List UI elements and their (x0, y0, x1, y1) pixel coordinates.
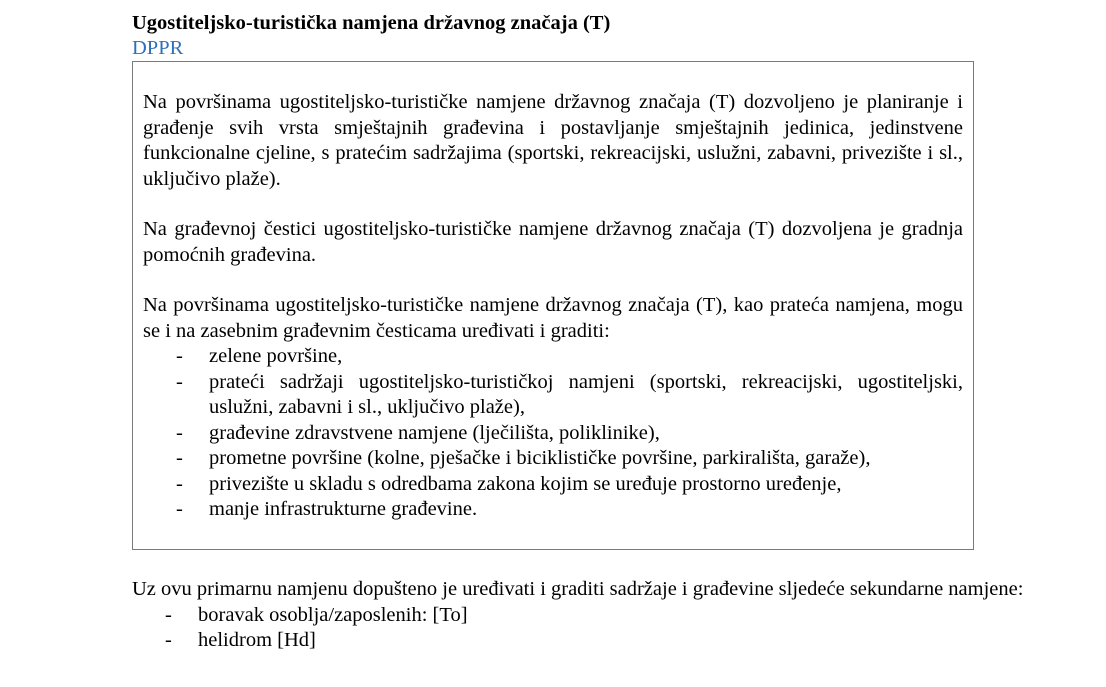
list-item (143, 421, 963, 447)
dash-bullet: - (176, 498, 183, 520)
list-item-text: boravak osoblja/zaposlenih: [To] (198, 603, 468, 626)
list-item (132, 603, 1028, 629)
list-item (132, 628, 1028, 654)
plan-tag: DPPR (132, 37, 184, 59)
list-item (143, 344, 963, 370)
section-title: Ugostiteljsko-turistička namjena državnog značaja (T) (132, 12, 611, 34)
secondary-intro: Uz ovu primarnu namjenu dopušteno je uređivati i graditi sadržaje i građevine sljedeće sekundarne namjene: (132, 578, 1024, 600)
box-paragraph-2: Na građevnoj čestici ugostiteljsko-turističke namjene državnog značaja (T) dozvoljena je gradnja pomoćnih građevina. (143, 218, 963, 266)
dash-bullet: - (176, 345, 183, 367)
box-paragraph-1: Na površinama ugostiteljsko-turističke namjene državnog značaja (T) dozvoljeno je planiranje i građenje svih vrsta smještajnih građevina i postavljanje smještajnih jedinica, jedinstvene funkcionalne cjeline, s pratećim sadržajima (sportski, rekreacijski, uslužni, zabavni, privezište i sl., uključivo plaže). (143, 91, 963, 190)
list-item-text: manje infrastrukturne građevine. (209, 498, 478, 520)
secondary-uses-section (132, 577, 1028, 654)
list-item-text: zelene površine, (209, 345, 343, 367)
list-item-text: prometne površine (kolne, pješačke i biciklističke površine, parkirališta, garaže), (209, 447, 871, 469)
provisions-box (132, 61, 974, 550)
secondary-uses-list (132, 603, 1028, 654)
list-item-text: prateći sadržaji ugostiteljsko-turističkoj namjeni (sportski, rekreacijski, ugostiteljski, uslužni, zabavni i sl., uključivo plaže), (209, 370, 963, 418)
list-item (143, 446, 963, 472)
list-item (143, 497, 963, 523)
dash-bullet: - (176, 370, 183, 393)
dash-bullet: - (165, 629, 172, 651)
list-item (143, 472, 963, 498)
permitted-uses-list (143, 344, 963, 523)
dash-bullet: - (165, 603, 172, 626)
list-item-text: građevine zdravstvene namjene (lječilišta, poliklinike), (209, 421, 660, 444)
dash-bullet: - (176, 472, 183, 495)
box-paragraph-3: Na površinama ugostiteljsko-turističke namjene državnog značaja (T), kao prateća namjena, mogu se i na zasebnim građevnim česticama uređivati i graditi: (143, 294, 963, 342)
list-item (143, 370, 963, 421)
list-item-text: privezište u skladu s odredbama zakona kojim se uređuje prostorno uređenje, (209, 472, 842, 495)
dash-bullet: - (176, 447, 183, 469)
document-header (132, 11, 1032, 61)
list-item-text: helidrom [Hd] (198, 629, 316, 651)
dash-bullet: - (176, 421, 183, 444)
